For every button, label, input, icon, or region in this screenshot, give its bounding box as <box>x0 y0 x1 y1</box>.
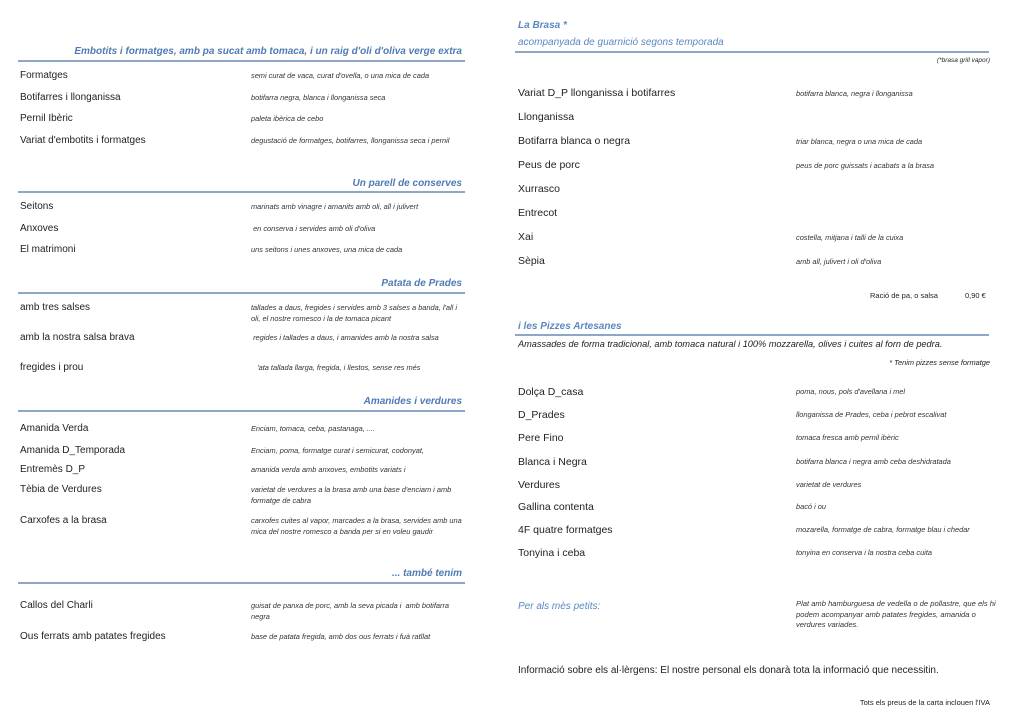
brasa-item-name: Entrecot <box>518 207 558 219</box>
pizzes-divider <box>515 334 989 336</box>
menu-item-name: Formatges <box>20 70 68 81</box>
pizza-item-desc: poma, nous, pols d'avellana i mel <box>796 387 906 396</box>
pizza-item-desc: bacó i ou <box>796 502 826 511</box>
menu-item-desc: paleta ibèrica de cebo <box>251 114 324 123</box>
menu-item-desc: uns seitons i unes anxoves, una mica de cada <box>251 245 403 254</box>
pizzes-intro: Amassades de forma tradicional, amb tomaca natural i 100% mozzarella, olives i cuites al forn de pedra. <box>518 339 943 349</box>
brasa-note: (*brasa grill vapor) <box>936 57 990 64</box>
brasa-subtitle: acompanyada de guarnició segons temporada <box>518 37 724 48</box>
menu-item-name: Botifarres i llonganissa <box>20 92 121 103</box>
brasa-item-name: Llonganissa <box>518 111 575 123</box>
brasa-item-name: Sèpia <box>518 255 545 267</box>
brasa-item-name: Xurrasco <box>518 183 561 195</box>
brasa-divider <box>515 51 989 53</box>
brasa-item-desc: triar blanca, negra o una mica de cada <box>796 137 923 146</box>
menu-item-desc: amanida verda amb anxoves, embotits variats i <box>251 465 406 474</box>
brasa-item-name: Peus de porc <box>518 159 580 171</box>
brasa-item-desc: amb all, julivert i oli d'oliva <box>796 257 882 266</box>
section-heading: Embotits i formatges, amb pa sucat amb tomaca, i un raig d'oli d'oliva verge extra <box>74 46 462 57</box>
section-heading: ... també tenim <box>391 568 462 579</box>
pizza-item-desc: tonyina en conserva i la nostra ceba cuita <box>796 548 932 557</box>
section-divider <box>18 60 465 62</box>
pizza-item-name: Tonyina i ceba <box>518 547 586 559</box>
pizza-item-desc: mozarella, formatge de cabra, formatge blau i chedar <box>796 525 970 534</box>
pizzes-note: * Tenim pizzes sense formatge <box>889 358 990 367</box>
bread-sauce-price: 0,90 € <box>965 291 986 300</box>
menu-item-name: Anxoves <box>20 223 59 234</box>
section-divider <box>18 191 465 193</box>
menu-item-name: El matrimoni <box>20 244 76 255</box>
menu-item-desc: regides i tallades a daus, i amanides amb la nostra salsa <box>251 333 439 342</box>
menu-item-name: amb tres salses <box>20 302 91 313</box>
pizza-item-desc: botifarra blanca i negra amb ceba deshidratada <box>796 457 951 466</box>
brasa-item-name: Xai <box>518 231 534 243</box>
menu-item-name: Carxofes a la brasa <box>20 515 107 526</box>
pizza-item-name: Dolça D_casa <box>518 386 584 398</box>
pizza-item-desc: llonganissa de Prades, ceba i pebrot escalivat <box>796 410 947 419</box>
menu-item-desc: carxofes cuites al vapor, marcades a la brasa, servides amb una mica del nostre romesco a banda per si en voleu gaudir <box>251 516 464 536</box>
menu-item-desc: botifarra negra, blanca i llonganissa seca <box>251 93 386 102</box>
brasa-item-name: Botifarra blanca o negra <box>518 135 631 147</box>
menu-item-desc: en conserva i servides amb oli d'oliva <box>251 224 376 233</box>
menu-item-name: Tèbia de Verdures <box>20 484 102 495</box>
brasa-item-desc: peus de porc guissats i acabats a la brasa <box>796 161 935 170</box>
menu-item-desc: semi curat de vaca, curat d'ovella, o una mica de cada <box>251 71 430 80</box>
menu-item-desc: tallades a daus, fregides i servides amb 3 salses a banda, l'all i oli, el nostre romesco i la de tomaca picant <box>251 303 460 323</box>
section-divider <box>18 582 465 584</box>
pizza-item-name: Gallina contenta <box>518 501 594 513</box>
pizza-item-name: Verdures <box>518 479 561 491</box>
pizza-item-name: Blanca i Negra <box>518 456 587 468</box>
pizza-item-desc: tomaca fresca amb pernil ibèric <box>796 433 899 442</box>
menu-item-name: Variat d'embotits i formatges <box>20 135 146 146</box>
brasa-item-desc: botifarra blanca, negra i llonganissa <box>796 89 913 98</box>
section-heading: Amanides i verdures <box>363 396 462 407</box>
menu-item-name: Pernil Ibèric <box>20 113 73 124</box>
kids-desc: Plat amb hamburguesa de vedella o de pollastre, que els hi podem acompanyar amb patates fregides, amanida o verdures variades. <box>796 599 996 629</box>
menu-item-name: Ous ferrats amb patates fregides <box>20 631 166 642</box>
menu-item-name: Amanida Verda <box>20 423 89 434</box>
kids-title: Per als mès petits: <box>518 601 601 612</box>
bread-sauce-label: Ració de pa, o salsa <box>870 291 938 300</box>
menu-item-name: Seitons <box>20 201 54 212</box>
pizzes-title: i les Pizzes Artesanes <box>518 321 622 332</box>
section-divider <box>18 410 465 412</box>
vat-note: Tots els preus de la carta inclouen l'IVA <box>859 698 990 707</box>
pizza-item-name: Pere Fino <box>518 432 564 444</box>
menu-item-name: Entremès D_P <box>20 464 86 475</box>
menu-item-name: amb la nostra salsa brava <box>20 332 135 343</box>
menu-item-name: Callos del Charli <box>20 600 93 611</box>
menu-item-desc: guisat de panxa de porc, amb la seva picada i amb botifarra negra <box>251 601 452 621</box>
menu-item-desc: degustació de formatges, botifarres, llonganissa seca i pernil <box>251 136 450 145</box>
section-heading: Patata de Prades <box>381 278 462 289</box>
menu-item-desc: marinats amb vinagre i amanits amb oli, all i julivert <box>251 202 419 211</box>
menu-item-desc: 'ata tallada llarga, fregida, i llestos, sense res més <box>251 363 421 372</box>
menu-item-desc: varietat de verdures a la brasa amb una base d'enciam i amb formatge de cabra <box>251 485 454 505</box>
pizza-item-name: 4F quatre formatges <box>518 524 613 536</box>
allergens-info: Informació sobre els al·lèrgens: El nostre personal els donarà tota la informació que necessitin. <box>518 665 939 676</box>
menu-item-desc: base de patata fregida, amb dos ous ferrats i fuà ratllat <box>251 632 431 641</box>
menu-item-name: Amanida D_Temporada <box>20 445 126 456</box>
pizza-item-desc: varietat de verdures <box>796 480 862 489</box>
menu-item-desc: Enciam, tomaca, ceba, pastanaga, .... <box>251 424 376 433</box>
brasa-item-name: Variat D_P llonganissa i botifarres <box>518 87 676 99</box>
pizza-item-name: D_Prades <box>518 409 565 421</box>
menu-item-desc: Enciam, poma, formatge curat i semicurat, codonyat, <box>251 446 424 455</box>
section-divider <box>18 292 465 294</box>
brasa-title: La Brasa * <box>518 20 567 31</box>
menu-item-name: fregides i prou <box>20 362 84 373</box>
brasa-item-desc: costella, mitjana i talli de la cuixa <box>796 233 904 242</box>
section-heading: Un parell de conserves <box>352 178 462 189</box>
